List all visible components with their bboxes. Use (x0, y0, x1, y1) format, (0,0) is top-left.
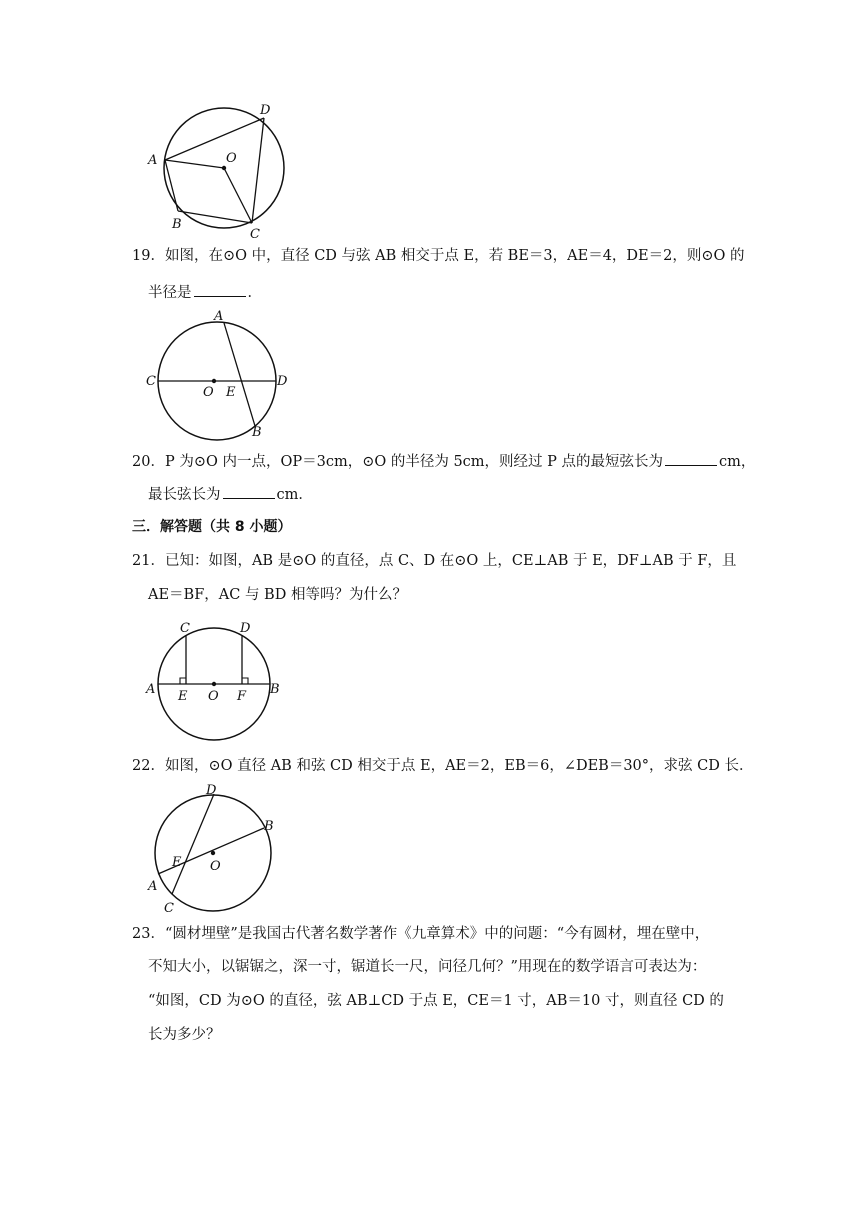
label-c: C (146, 374, 156, 389)
q19-text-1: 如图，在⊙O 中，直径 CD 与弦 AB 相交于点 E，若 BE＝3，AE＝4，DE＝2，则⊙O 的 (164, 248, 745, 264)
q19-line1 (132, 246, 745, 266)
q20-unit-2: cm． (276, 487, 313, 503)
q20-number: 20． (132, 454, 165, 470)
q21-line2: AE＝BF，AC 与 BD 相等吗？为什么？ (148, 587, 407, 603)
q19-line2 (148, 282, 262, 303)
label-b: B (270, 682, 280, 697)
label-c: C (180, 621, 190, 636)
center-dot (211, 851, 215, 855)
q19-number: 19． (132, 248, 165, 264)
chord-ab (224, 323, 255, 426)
center-dot (212, 682, 216, 686)
q22-number: 22． (132, 758, 165, 774)
q20-text-1: P 为⊙O 内一点，OP＝3cm，⊙O 的半径为 5cm，则经过 P 点的最短弦长为 (164, 454, 664, 470)
label-a: A (148, 879, 158, 894)
label-a: A (146, 682, 156, 697)
label-e: E (226, 385, 236, 400)
right-angle-e (180, 678, 186, 684)
label-o: O (226, 151, 237, 166)
label-o: O (203, 385, 214, 400)
q23-number: 23． (132, 926, 165, 942)
q23-line1 (132, 924, 709, 944)
label-e: E (178, 689, 188, 704)
label-o: O (208, 689, 219, 704)
section-heading: 三．解答题（共 8 小题） (132, 519, 292, 535)
q23-text-1: “圆材埋壁”是我国古代著名数学著作《九章算术》中的问题：“今有圆材，埋在壁中， (164, 926, 710, 942)
label-d: D (260, 103, 271, 118)
q21-line1 (132, 551, 736, 571)
figure-q19 (140, 306, 300, 445)
label-b: B (172, 217, 182, 232)
q20-longest-chord-blank[interactable] (223, 484, 275, 499)
label-c: C (250, 227, 260, 242)
q22-line1 (132, 756, 753, 776)
figure-q18 (140, 96, 300, 250)
chord-cd (172, 794, 214, 894)
right-angle-f (242, 678, 248, 684)
q20-line1 (132, 451, 755, 472)
label-a: A (214, 309, 224, 324)
q20-shortest-chord-blank[interactable] (665, 451, 717, 466)
label-f: F (237, 689, 247, 704)
label-e: E (172, 855, 182, 870)
q19-answer-blank[interactable] (194, 282, 246, 297)
q19-period: ． (247, 285, 262, 301)
q20-text-2: 最长弦长为 (148, 487, 221, 503)
radius-oc (224, 168, 252, 223)
q21-text-1: 已知：如图，AB 是⊙O 的直径，点 C、D 在⊙O 上，CE⊥AB 于 E，DF⊥AB 于 F，且 (164, 553, 737, 569)
label-d: D (277, 374, 288, 389)
label-d: D (240, 621, 251, 636)
label-c: C (164, 901, 174, 915)
label-b: B (264, 819, 274, 834)
radius-oa (165, 160, 224, 168)
label-a: A (148, 153, 158, 168)
q20-unit-1: cm， (719, 454, 756, 470)
label-b: B (252, 425, 262, 440)
label-d: D (206, 783, 217, 798)
chord-ad (165, 118, 264, 160)
center-dot (212, 379, 216, 383)
figure-q21 (140, 612, 300, 746)
label-o: O (210, 859, 221, 874)
center-dot (222, 166, 226, 170)
q20-line2 (148, 484, 313, 505)
q23-line3: “如图，CD 为⊙O 的直径，弦 AB⊥CD 于点 E，CE＝1 寸，AB＝10 寸，则直径 CD 的 (148, 993, 724, 1009)
q22-text-1: 如图，⊙O 直径 AB 和弦 CD 相交于点 E，AE＝2，EB＝6，∠DEB＝30°，求弦 CD 长． (164, 758, 754, 774)
figure-q22 (140, 780, 300, 919)
q23-line2: 不知大小，以锯锯之，深一寸，锯道长一尺，问径几何？”用现在的数学语言可表达为： (148, 959, 707, 975)
q19-text-2: 半径是 (148, 285, 192, 301)
q21-number: 21． (132, 553, 165, 569)
chord-dc (252, 118, 264, 223)
q23-line4: 长为多少？ (148, 1027, 221, 1043)
